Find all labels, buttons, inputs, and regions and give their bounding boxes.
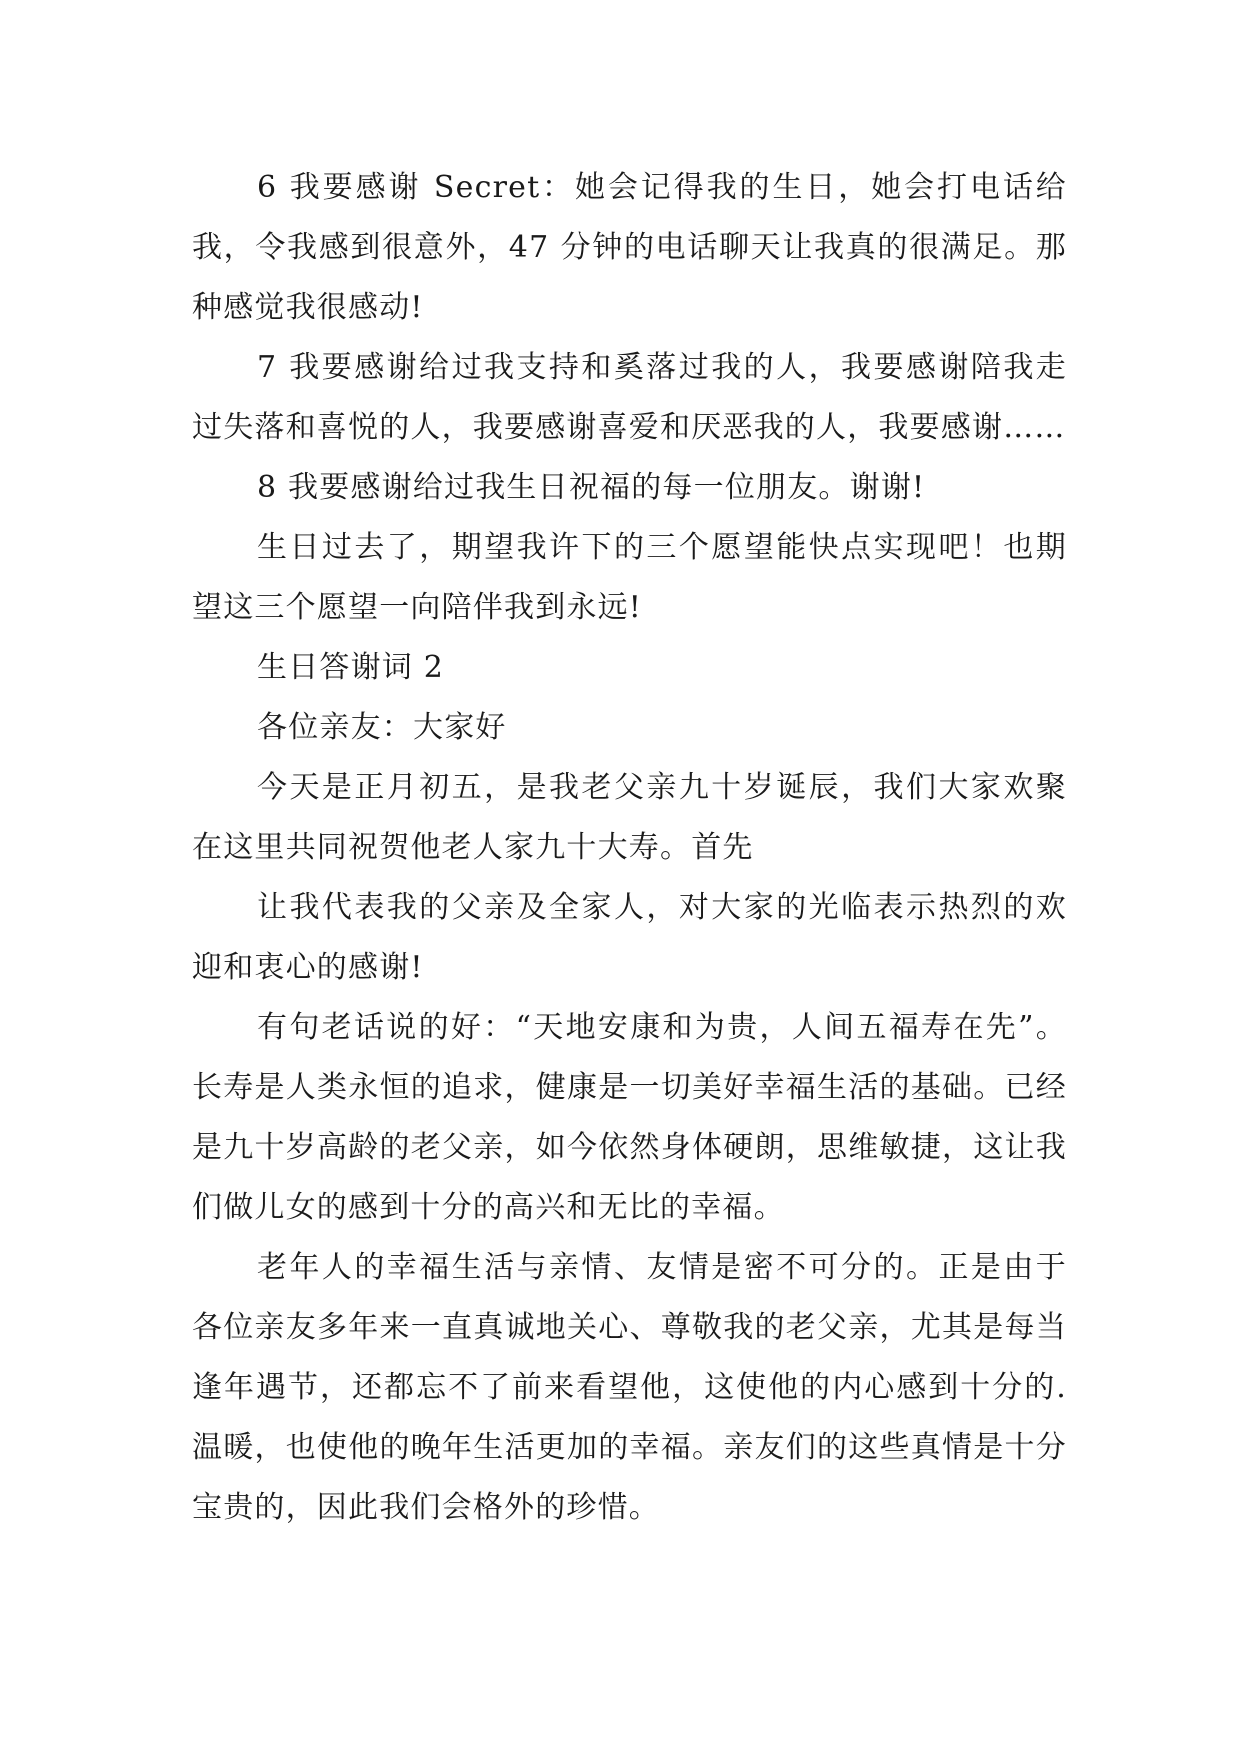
paragraph-family-friendship: 老年人的幸福生活与亲情、友情是密不可分的。正是由于各位亲友多年来一直真诚地关心、尊敬我的老父亲，尤其是每当逢年遇节，还都忘不了前来看望他，这使他的内心感到十分的.温暖，也使他的晚年生活更加的幸福。亲友们的这些真情是十分宝贵的，因此我们会格外的珍惜。 [192, 1250, 1067, 1525]
document-body [192, 158, 1067, 1538]
paragraph-thanks-secret: 6 我要感谢 Secret：她会记得我的生日，她会打电话给我，令我感到很意外，47 分钟的电话聊天让我真的很满足。那种感觉我很感动! [192, 170, 1067, 325]
paragraph-longevity: 有句老话说的好：“天地安康和为贵，人间五福寿在先”。长寿是人类永恒的追求，健康是一切美好幸福生活的基础。已经是九十岁高龄的老父亲，如今依然身体硬朗，思维敏捷，这让我们做儿女的感到十分的高兴和无比的幸福。 [192, 1010, 1067, 1225]
paragraph-welcome: 让我代表我的父亲及全家人，对大家的光临表示热烈的欢迎和衷心的感谢! [192, 890, 1067, 985]
paragraph-thanks-friends: 8 我要感谢给过我生日祝福的每一位朋友。谢谢! [257, 470, 926, 505]
paragraph-birthday-wishes: 生日过去了，期望我许下的三个愿望能快点实现吧！也期望这三个愿望一向陪伴我到永远! [192, 530, 1067, 625]
section-heading: 生日答谢词 2 [257, 650, 445, 685]
paragraph-occasion: 今天是正月初五，是我老父亲九十岁诞辰，我们大家欢聚在这里共同祝贺他老人家九十大寿。首先 [192, 770, 1067, 865]
paragraph-greeting: 各位亲友：大家好 [257, 710, 507, 745]
paragraph-thanks-supporters: 7 我要感谢给过我支持和奚落过我的人，我要感谢陪我走过失落和喜悦的人，我要感谢喜爱和厌恶我的人，我要感谢…… [192, 350, 1067, 445]
